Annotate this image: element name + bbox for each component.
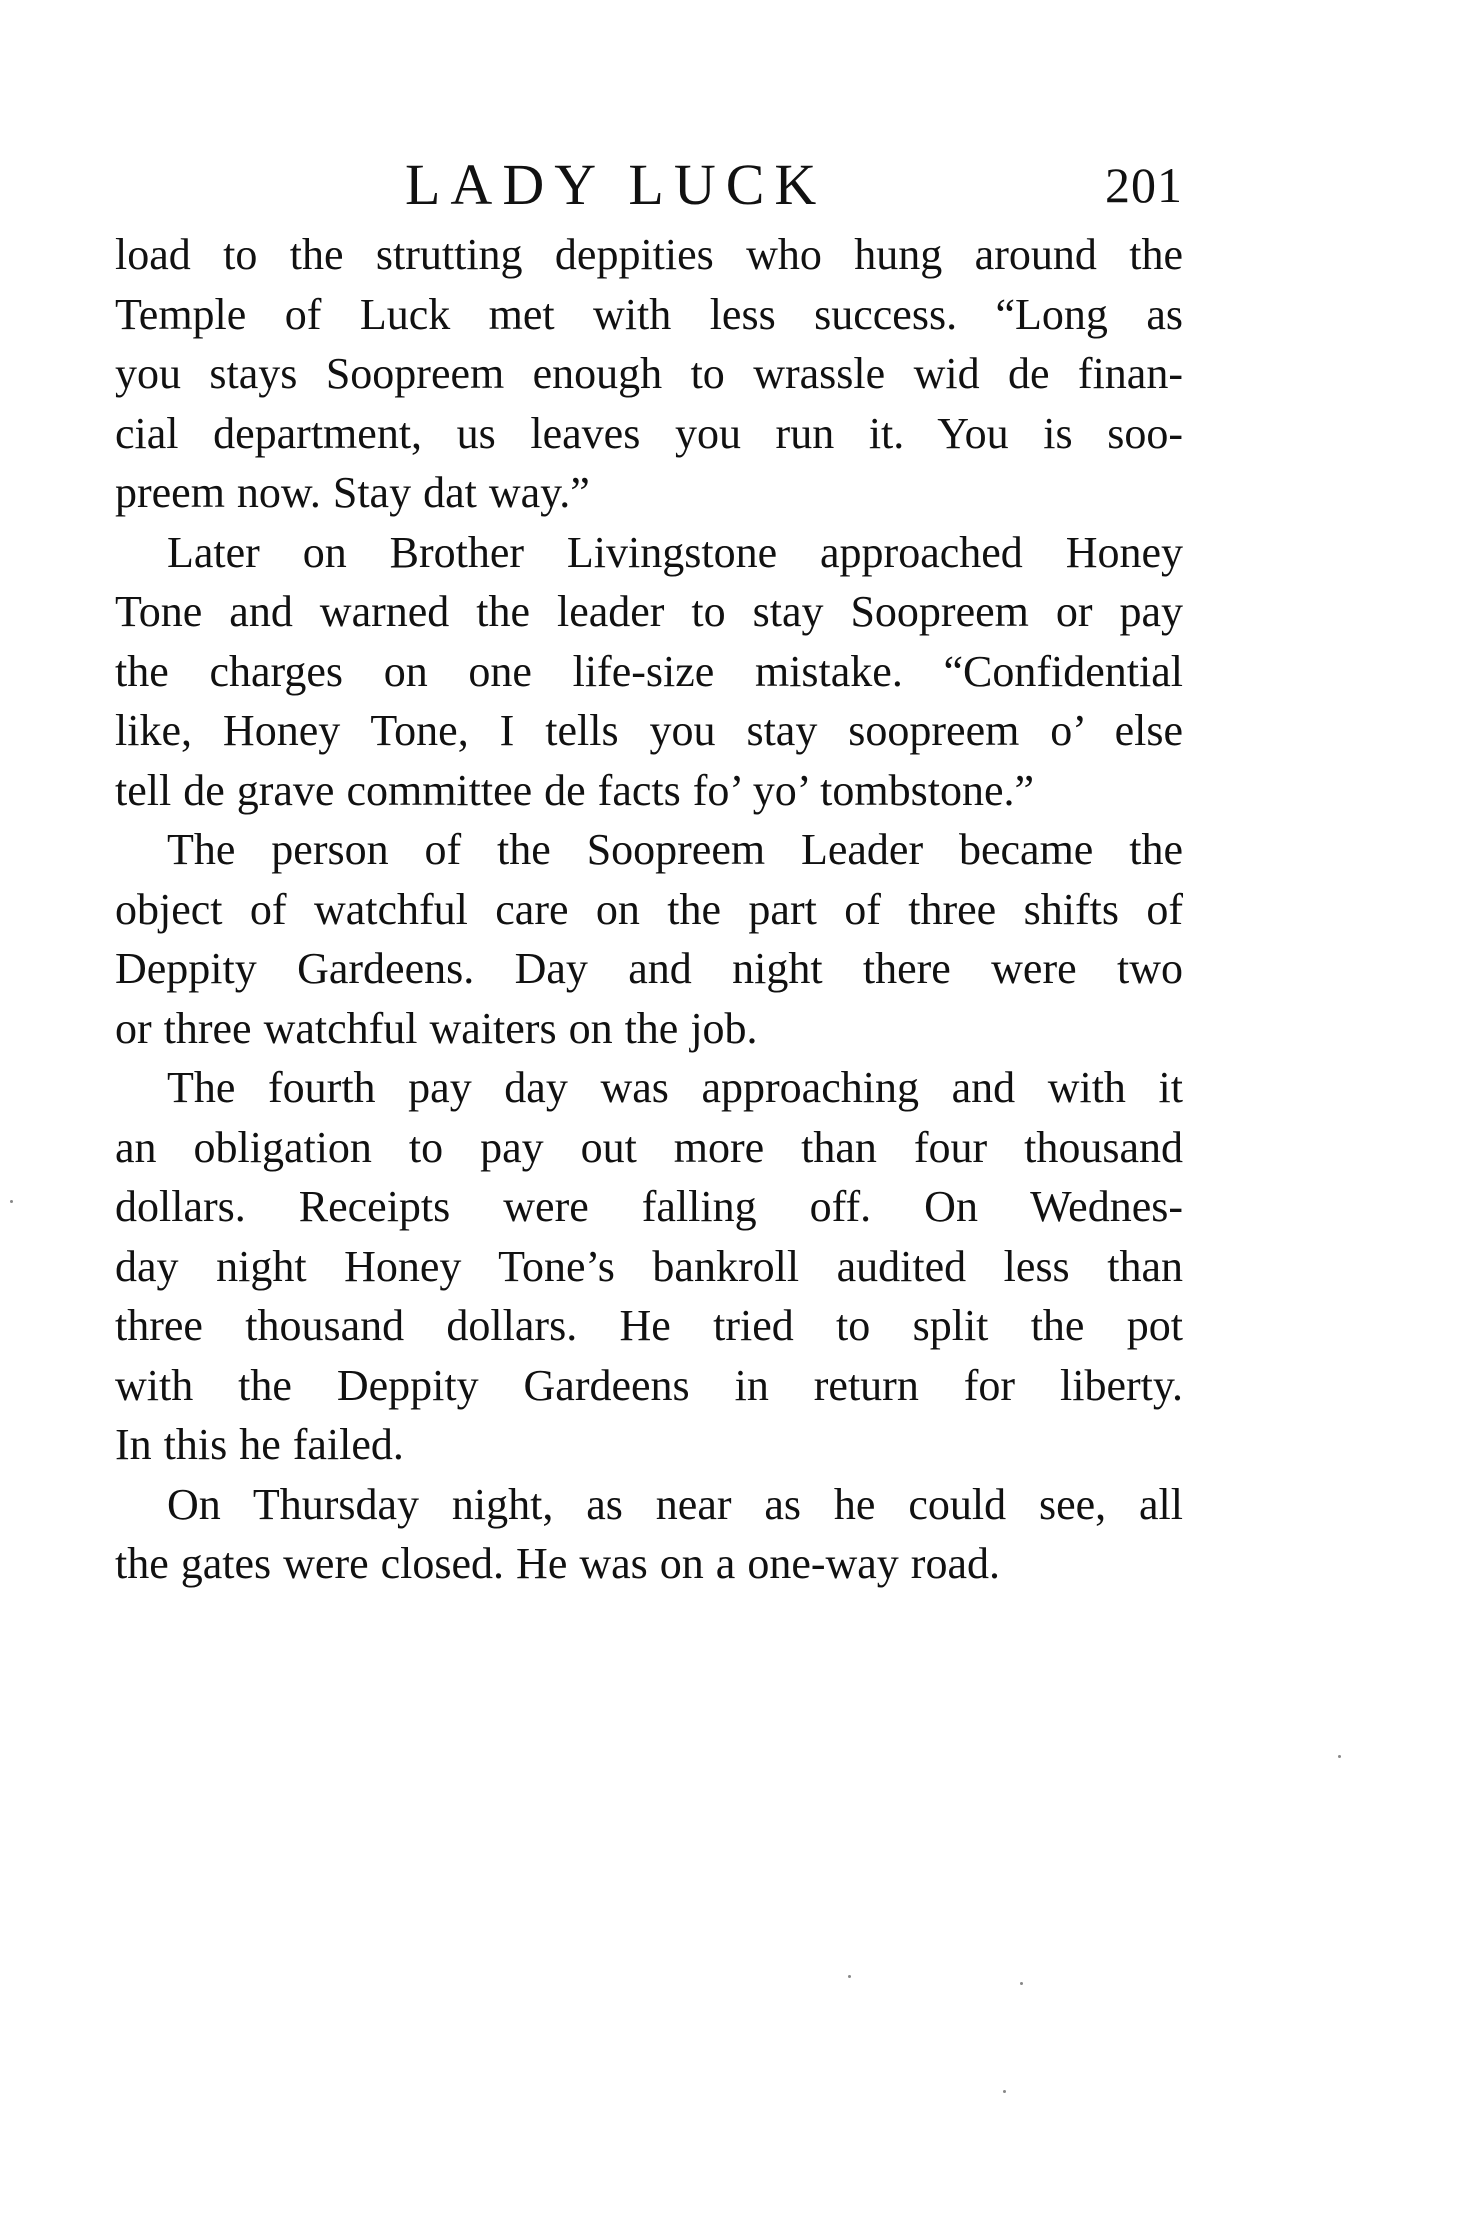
text-line: three thousand dollars. He tried to split the pot [115,1301,1183,1350]
text-line: the gates were closed. He was on a one-way road. [115,1539,1000,1588]
scan-speck [1020,1982,1023,1985]
scan-speck [848,1975,851,1978]
text-line: The person of the Soopreem Leader became the [167,825,1183,874]
text-line: day night Honey Tone’s bankroll audited less than [115,1241,1183,1291]
text-line: cial department, us leaves you run it. You is soo- [115,408,1183,458]
text-line: preem now. Stay dat way.” [115,468,590,517]
text-line: an obligation to pay out more than four thousand [115,1122,1183,1172]
body-text [115,225,1183,1594]
text-line: with the Deppity Gardeens in return for liberty. [115,1360,1183,1410]
text-line: object of watchful care on the part of three shifts of [115,884,1183,934]
scan-speck [1338,1755,1341,1758]
text-line: The fourth pay day was approaching and with it [167,1063,1183,1112]
text-line: dollars. Receipts were falling off. On Wednes- [115,1182,1183,1231]
text-line: Tone and warned the leader to stay Soopreem or pay [115,587,1183,636]
text-line: On Thursday night, as near as he could see, all [167,1479,1183,1529]
text-line: you stays Soopreem enough to wrassle wid de finan- [115,349,1183,398]
text-line: like, Honey Tone, I tells you stay soopreem o’ else [115,706,1183,755]
paragraph [115,523,1183,821]
text-line: In this he failed. [115,1420,404,1469]
page-number: 201 [1105,157,1183,213]
paragraph [115,1058,1183,1475]
running-title: LADY LUCK [405,152,827,217]
text-line: Later on Brother Livingstone approached Honey [167,527,1183,577]
paragraph [115,225,1183,523]
text-line: the charges on one life-size mistake. “Confidential [115,646,1183,696]
page-header [115,150,1183,220]
text-line: tell de grave committee de facts fo’ yo’ tombstone.” [115,765,1035,815]
text-line: Deppity Gardeens. Day and night there were two [115,944,1183,993]
text-line: or three watchful waiters on the job. [115,1003,758,1053]
paragraph [115,1475,1183,1594]
paragraph [115,820,1183,1058]
text-line: Temple of Luck met with less success. “Long as [115,289,1183,339]
text-line: load to the strutting deppities who hung around the [115,230,1183,279]
scan-speck [1003,2090,1006,2093]
scan-speck [10,1200,13,1203]
